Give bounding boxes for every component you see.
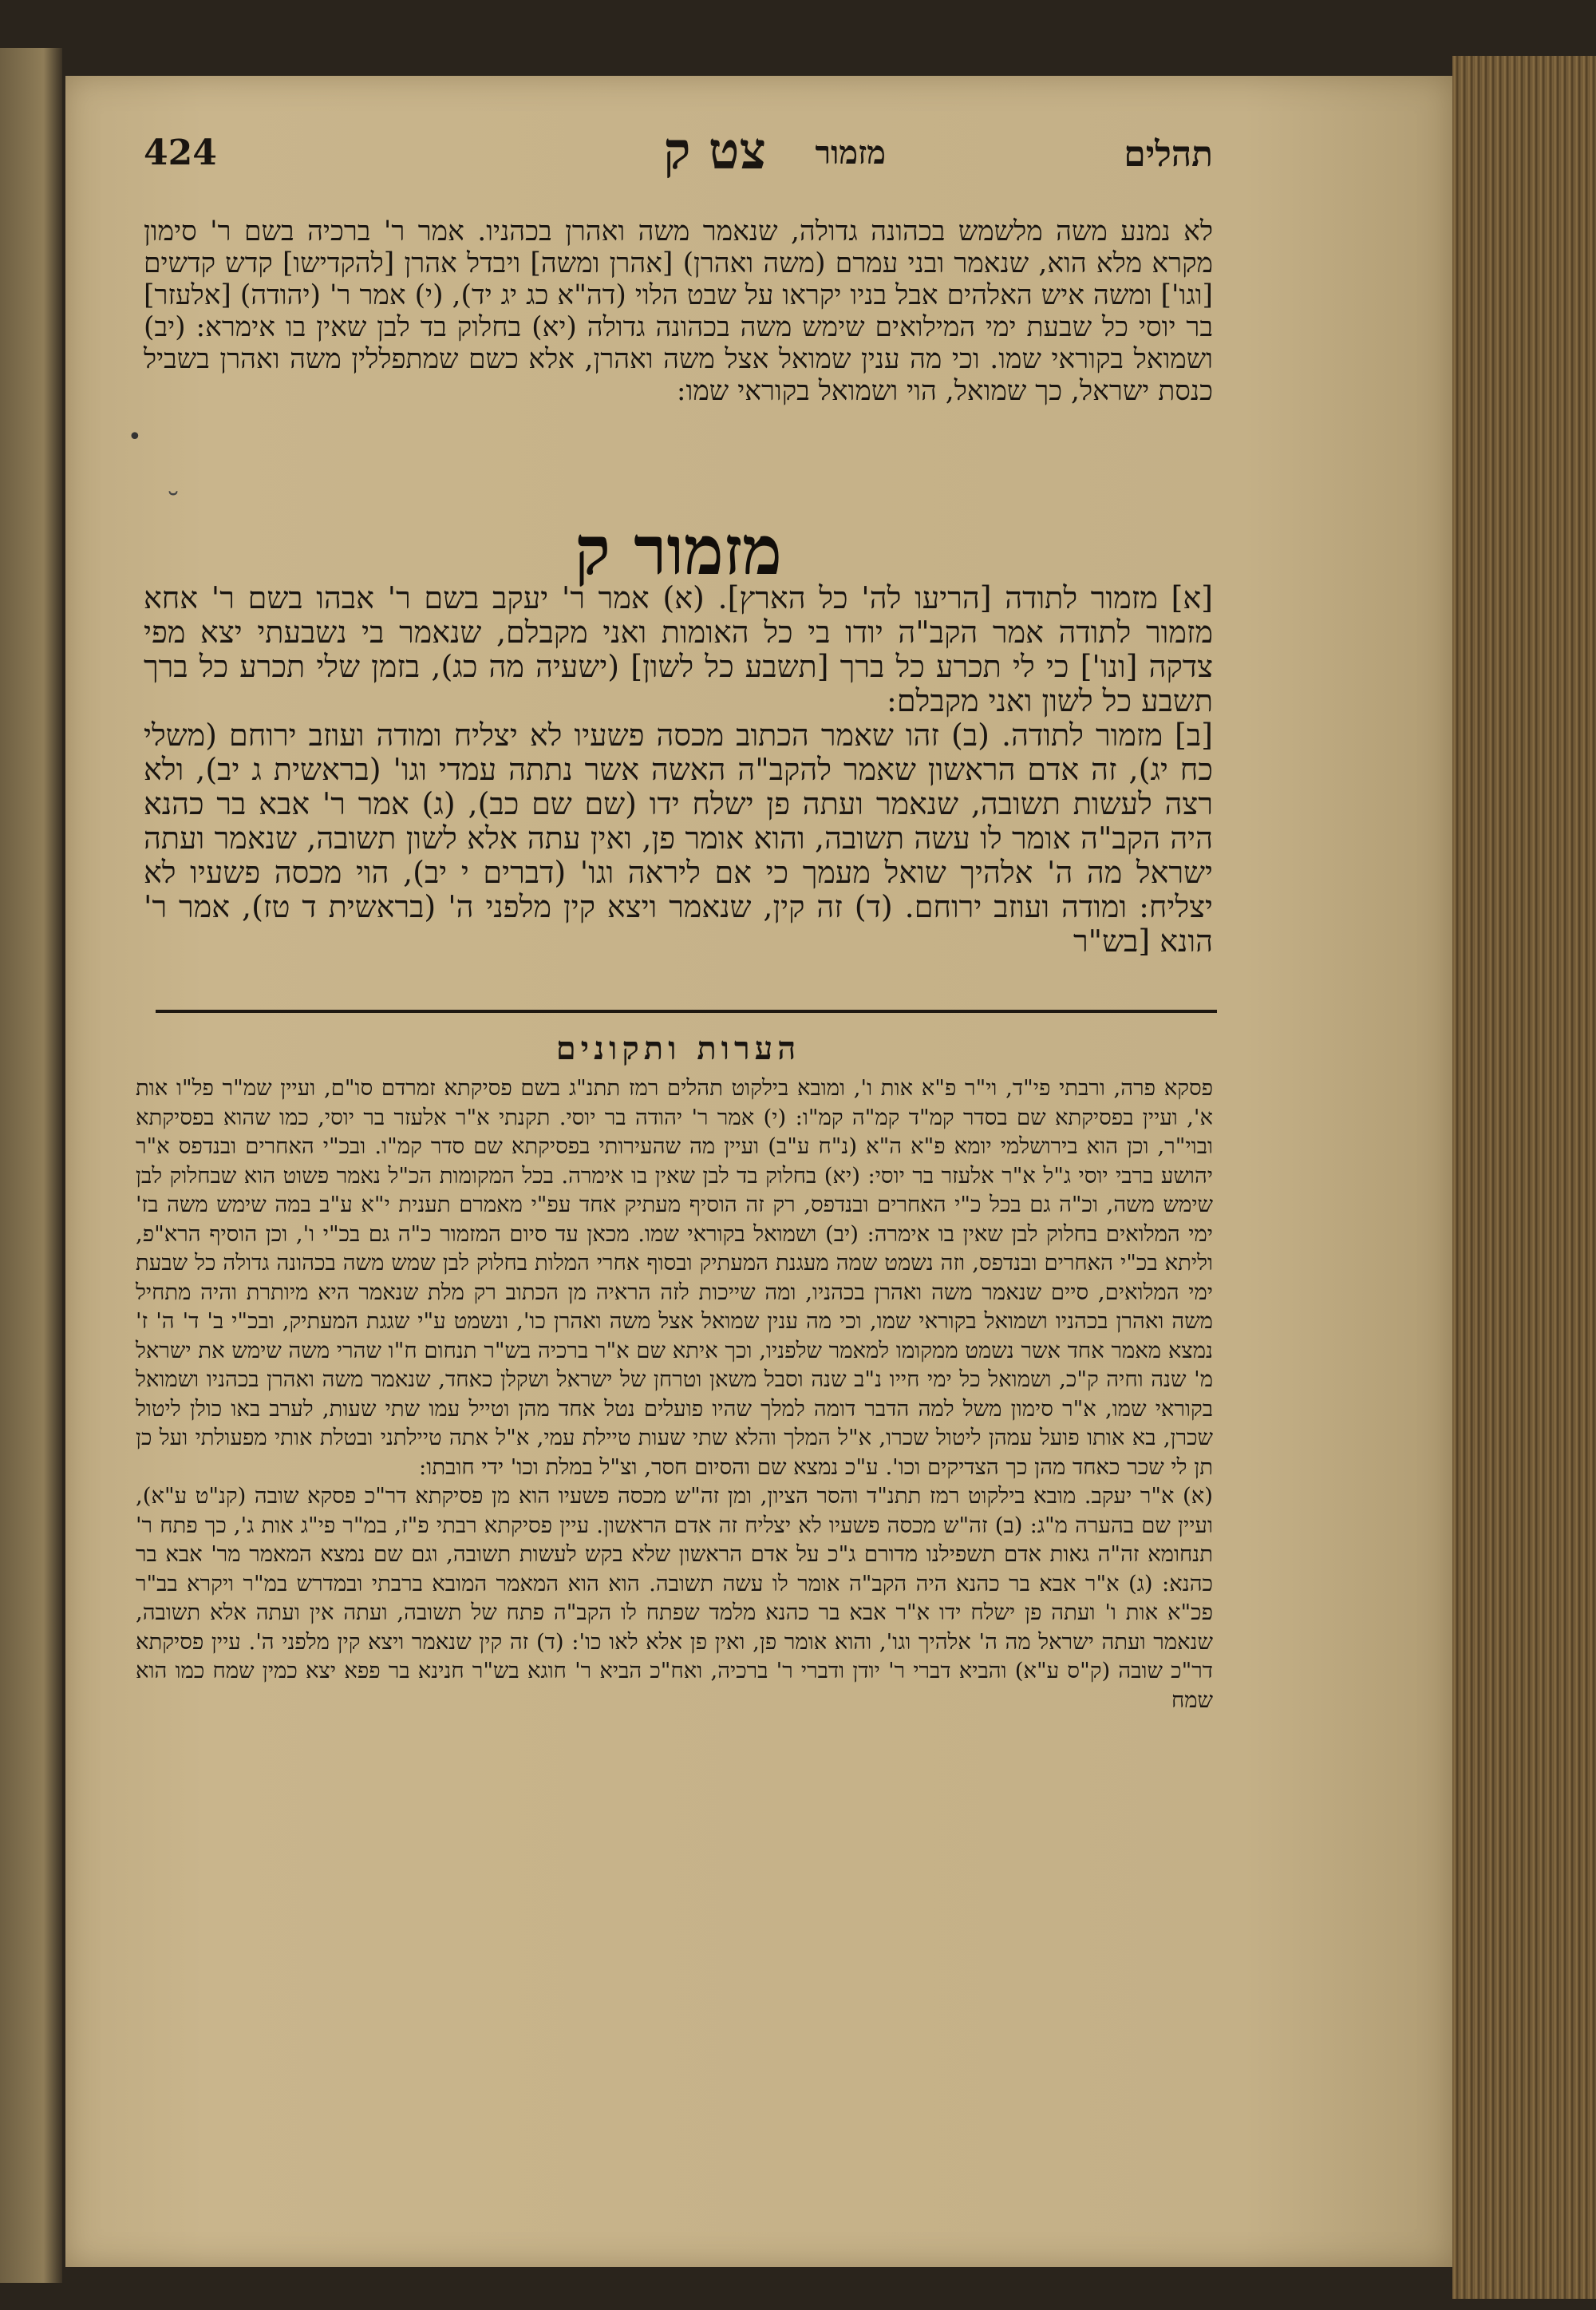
notes-paragraph: פסקא פרה, ורבתי פי"ד, וי"ר פ"א אות ו', ומובא בילקוט תהלים רמז תתנ"ג בשם פסיקתא זמרדם סו"ם, ועיין שמ"ר פל"ו אות א', ועיין בפסיקתא שם בסדר קמ"ד קמ"ה קמ"ו: (י) אמר ר' יהודה בר יוסי. תקנתי א"ר אלעזר בר יוסי, כמו שהוא בפסיקתא ובוי"ר, וכן הוא בירושלמי יומא פ"א ה"א (נ"ח ע"ב) ועיין מה שהעירותי בפסיקתא שם סדר קמ"ו. ובכ"י האחרים ובנדפס א"ר יהושע ברבי יוסי ג"ל א"ר אלעזר בר יוסי: (יא) בחלוק בד לבן שאין בו אימרה. בכל המקומות הכ"ל נאמר פשוט הוא שבחלוק לבן שימש משה, וכ"ה גם בכל כ"י האחרים ובנדפס, רק זה הוסיף מעתיק אחד עפ"י מאמרם תענית י"א ע"ב במה שימש משה בז' ימי המלואים בחלוק לבן שאין בו אימרה: (יב) ושמואל בקוראי שמו. מכאן עד סיום המזמור כ"ה גם בכ"י ו', וכן הוסיף הרא"פ, וליתא בכ"י האחרים ובנדפס, וזה נשמט שמה מעגנת המעתיק ובסוף אחרי המלות בחלוק לבן שמש משה בכהונה גדולה כל שבעת ימי המלואים, סיים שנאמר משה ואהרן בכהניו, ומה שייכות לזה הראיה מן הכתוב רק מלת שנאמר היא מיותרת והיה מתחיל משה ואהרן בכהניו ושמואל בקוראי שמו, וכי מה ענין שמואל אצל משה ואהרן כו', ונשמט ע"י שגגת המעתיק, ובכ"י ב' ד' ה' ז' נמצא מאמר אחד אשר נשמט ממקומו למאמר שלפניו, וכך איתא שם א"ר ברכיה בש"ר תנחום ח"ו שהרי משה שימש את ישראל מ' שנה וחיה ק"כ, ושמואל כל ימי חייו נ"ב שנה וסבל משאן וטרחן של ישראל ושקלן כאחד, שנאמר משה ואהרן בכהניו ושמואל בקוראי שמו, א"ר סימון משל למה הדבר דומה למלך שהיו פועלים נטל אחד מהן וטייל עמו שתי שעות, לערב באו כולן ליטול שכרן, בא אותו פועל עמהן ליטול שכרו, א"ל המלך והלא שתי שעות טיילת עמי, א"ל אתה טיילתני ובטלת אותי מפעולתי ועל כן תן לי שכר כאחד מהן כך הצדיקים וכו'. ע"כ נמצא שם והסיום חסר, וצ"ל במלת וכו' ידי חובתו:	[136, 1075, 1214, 1480]
main-text-top	[144, 216, 1213, 407]
header-psalm-label: מזמור	[815, 134, 886, 172]
main-paragraph: לא נמנע משה מלשמש בכהונה גדולה, שנאמר משה ואהרן בכהניו. אמר ר' ברכיה בשם ר' סימון מקרא מלא הוא, שנאמר ובני עמרם (משה ואהרן) [אהרן ומשה] ויבדל אהרן [להקדישו] קדש קדשים [וגו'] ומשה איש האלהים אבל בניו יקראו על שבט הלוי (דה"א כג יג יד), (י) אמר ר' (יהודה) [אלעזר] בר יוסי כל שבעת ימי המילואים שימש משה בכהונה גדולה (יא) בחלוק בד לבן שאין בו אימרא: (יב) ושמואל בקוראי שמו. וכי מה ענין שמואל אצל משה ואהרן, אלא כשם שמתפללין משה ואהרן בשביל כנסת ישראל, כך שמואל, הוי ושמואל בקוראי שמו:	[144, 216, 1213, 407]
notes-paragraph: (א) א"ר יעקב. מובא בילקוט רמז תתנ"ד והסר הציון, ומן זה"ש מכסה פשעיו הוא מן פסיקתא דר"כ פסקא שובה (קנ"ט ע"א), ועיין שם בהערה מ"ג: (ב) זה"ש מכסה פשעיו לא יצליח זה אדם הראשון. עיין פסיקתא רבתי פ"ז, במ"ר פי"ג אות ג', כך פתח ר' תנחומא זה"ה גאות אדם תשפילנו מדורם ג"כ על אדם הראשון שלא בקש לעשות תשובה, וגם שם נמצא המאמר מר' אבא בר כהנא: (ג) א"ר אבא בר כהנא היה הקב"ה אומר לו עשה תשובה. הוא הוא המאמר המובא ברבתי ובמדרש במ"ר ויקרא בב"ר פכ"א אות ו' ועתה פן ישלח ידו א"ר אבא בר כהנא מלמד שפתח לו הקב"ה פתח של תשובה, ועתה אין ועתה אלא תשובה, שנאמר ועתה ישראל מה ה' אלהיך וגו', והוא אומר פן, ואין פן אלא לאו כו': (ד) זה קין שנאמר ויצא קין מלפני ה'. עיין פסיקתא דר"כ שובה (ק"ס ע"א) והביא דברי ר' יודן ודברי ר' ברכיה, ואח"כ הביא ר' חוגא בש"ר חנינא בר פפא יצא כמין שמח כמו הוא שמח	[136, 1483, 1213, 1713]
section-divider	[156, 1010, 1217, 1013]
page-stack-edge	[1452, 56, 1596, 2299]
margin-pencil-mark: •	[128, 423, 142, 451]
notes-heading: הערות ותקונים	[555, 1030, 801, 1067]
header-psalm-numbers: צט ק	[663, 121, 766, 181]
notes-body	[136, 1074, 1213, 1715]
paragraph-alef: [א] מזמור לתודה [הריעו לה' כל הארץ]. (א) אמר ר' יעקב בשם ר' אבהו בשם ר' אחא מזמור לתודה אמר הקב"ה יודו בי כל האומות ואני מקבלם, שנאמר בי נשבעתי יצא מפי צדקה [ונו'] כי לי תכרע כל ברך [תשבע כל לשון] (ישעיה מה כג), בזמן שלי תכרע כל ברך תשבע כל לשון ואני מקבלם:	[144, 580, 1213, 718]
facing-page-edge	[0, 48, 62, 2283]
page-number: 424	[144, 133, 217, 173]
header-book-title: תהלים	[1124, 134, 1213, 175]
paragraph-bet: [ב] מזמור לתודה. (ב) זהו שאמר הכתוב מכסה פשעיו לא יצליח ומודה ועוזב ירוחם (משלי כח יג), זה אדם הראשון שאמר להקב"ה האשה אשר נתתה עמדי וגו' (בראשית ג יב), ולא רצה לעשות תשובה, שנאמר ועתה פן ישלח ידו (שם שם כב), (ג) אמר ר' אבא בר כהנא היה הקב"ה אומר לו עשה תשובה, והוא אומר פן, ואין עתה אלא לשון תשובה, שנאמר ועתה ישראל מה ה' אלהיך שואל מעמך כי אם ליראה וגו' (דברים י יב), הוי מכסה פשעיו לא יצליח: ומודה ועוזב ירוחם. (ד) זה קין, שנאמר ויצא קין מלפני ה' (בראשית ד טז), אמר ר' הונא [בש"ר	[144, 718, 1213, 959]
main-text-psalm	[144, 581, 1213, 959]
psalm-heading: מזמור ק	[575, 511, 782, 590]
pen-mark: ˘	[166, 489, 180, 521]
running-header	[144, 112, 1213, 200]
